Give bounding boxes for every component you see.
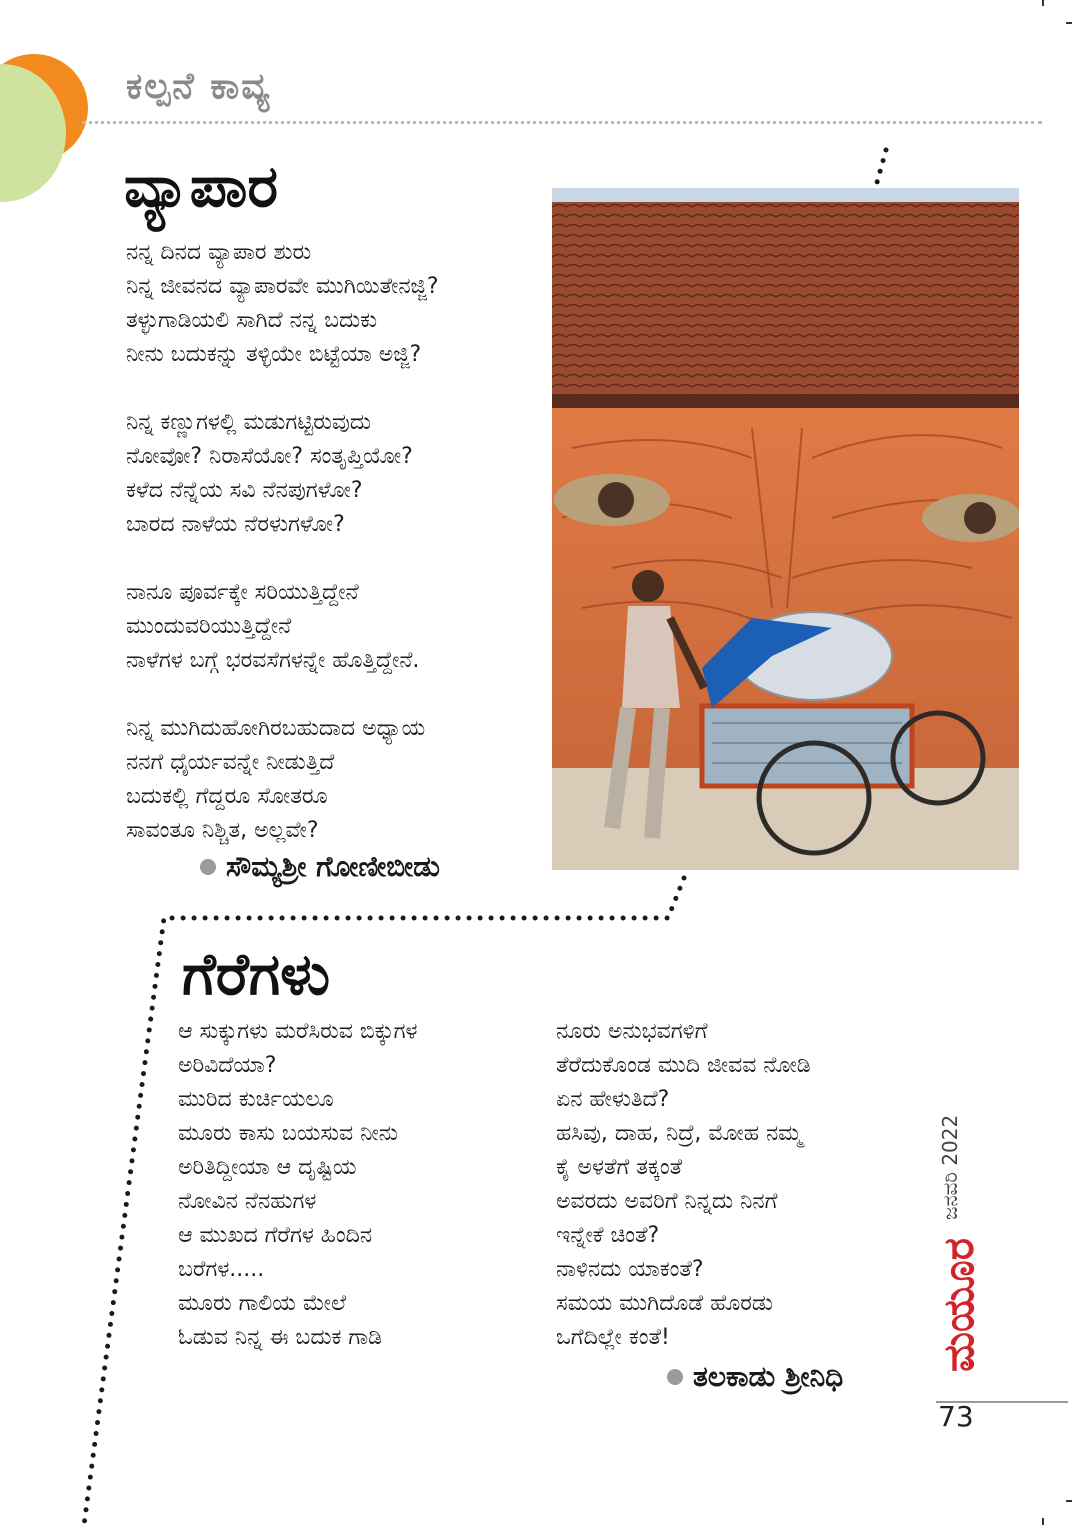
poem1-title: ವ್ಯಾಪಾರ — [124, 152, 279, 220]
poem-line: ಕಳೆದ ನೆನ್ನೆಯ ಸವಿ ನೆನಪುಗಳೋ? — [126, 478, 363, 503]
poem-line: ನನ್ನ ದಿನದ ವ್ಯಾಪಾರ ಶುರು — [126, 240, 312, 265]
poem-line: ಸಾವಂತೂ ನಿಶ್ಚಿತ, ಅಲ್ಲವೇ? — [126, 818, 319, 843]
poem2-title: ಗೆರೆಗಳು — [182, 940, 331, 1008]
poem-line: ಮುಂದುವರಿಯುತ್ತಿದ್ದೇನೆ — [126, 614, 292, 639]
crop-mark — [1066, 1500, 1072, 1502]
poem-line: ನೋವಿನ ನೆನಹುಗಳ — [178, 1189, 317, 1214]
crop-mark — [1066, 22, 1072, 24]
crop-mark — [1042, 0, 1044, 6]
poem-line: ನೋವೋ? ನಿರಾಸೆಯೋ? ಸಂತೃಪ್ತಿಯೋ? — [126, 444, 413, 469]
crop-mark — [1042, 1518, 1044, 1525]
poem-line: ನಾಳಿನದು ಯಾಕಂತೆ? — [556, 1257, 704, 1282]
issue-date: ಜನವರಿ 2022 — [938, 1114, 962, 1220]
poem-line: ಕೈ ಅಳತೆಗೆ ತಕ್ಕಂತೆ — [556, 1155, 683, 1180]
poem-line: ಮೂರು ಕಾಸು ಬಯಸುವ ನೀನು — [178, 1121, 398, 1146]
poem-line: ಓಡುವ ನಿನ್ನ ಈ ಬದುಕ ಗಾಡಿ — [178, 1325, 382, 1350]
poem-line: ಆ ಸುಕ್ಕುಗಳು ಮರೆಸಿರುವ ಬಿಕ್ಕುಗಳ — [178, 1019, 418, 1044]
poem-line: ನಿನ್ನ ಮುಗಿದುಹೋಗಿರಬಹುದಾದ ಅಧ್ಯಾಯ — [126, 716, 426, 741]
poem-line: ನಾನೂ ಪೂರ್ವಕ್ಕೇ ಸರಿಯುತ್ತಿದ್ದೇನೆ — [126, 580, 359, 605]
poem-line: ನನಗೆ ಧೈರ್ಯವನ್ನೇ ನೀಡುತ್ತಿದೆ — [126, 750, 335, 775]
poem2-column-1 — [178, 1015, 418, 1355]
poem-line: ಮುರಿದ ಕುರ್ಚಿಯಲೂ — [178, 1087, 334, 1112]
poem-line: ನೀನು ಬದುಕನ್ನು ತಳ್ಳಿಯೇ ಬಿಟ್ಟೆಯಾ ಅಜ್ಜಿ? — [126, 342, 422, 367]
poem-line: ಅರಿತಿದ್ದೀಯಾ ಆ ದೃಷ್ಟಿಯ — [178, 1155, 357, 1180]
poem2-column-2 — [556, 1015, 811, 1355]
poem-line: ಅರಿವಿದೆಯಾ? — [178, 1053, 277, 1078]
poem-line: ಆ ಮುಖದ ಗೆರೆಗಳ ಹಿಂದಿನ — [178, 1223, 373, 1248]
poem-line: ಒಗೆದಿಲ್ಲೇ ಕಂತೆ! — [556, 1325, 670, 1350]
poem-line: ಬರೆಗಳ..... — [178, 1257, 265, 1282]
poem-line: ಬದುಕಲ್ಲಿ ಗೆದ್ದರೂ ಸೋತರೂ — [126, 784, 328, 809]
poem-line: ಸಮಯ ಮುಗಿದೊಡೆ ಹೊರಡು — [556, 1291, 773, 1316]
poem2-author-name: ತಲಕಾಡು ಶ್ರೀನಿಧಿ — [693, 1360, 844, 1393]
poem1-author-name: ಸೌಮ್ಯಶ್ರೀ ಗೋಣೀಬೀಡು — [226, 850, 440, 883]
poem-line: ನಿನ್ನ ಕಣ್ಣುಗಳಲ್ಲಿ ಮಡುಗಟ್ಟಿರುವುದು — [126, 410, 372, 435]
poem-line: ಬಾರದ ನಾಳೆಯ ನೆರಳುಗಳೋ? — [126, 512, 345, 537]
poem2-author — [667, 1360, 843, 1394]
poem-line: ನಾಳೆಗಳ ಬಗ್ಗೆ ಭರವಸೆಗಳನ್ನೇ ಹೊತ್ತಿದ್ದೇನೆ. — [126, 648, 420, 673]
section-label: ಕಲ್ಪನೆ ಕಾವ್ಯ — [126, 66, 272, 107]
poem-line: ತೆರೆದುಕೊಂಡ ಮುದಿ ಜೀವವ ನೋಡಿ — [556, 1053, 811, 1078]
magazine-name: ಮಯೂರ — [934, 1238, 983, 1372]
poem-line: ಮೂರು ಗಾಲಿಯ ಮೇಲೆ — [178, 1291, 347, 1316]
poem-line: ಏನ ಹೇಳುತಿದೆ? — [556, 1087, 670, 1112]
poem-line: ತಳ್ಳುಗಾಡಿಯಲಿ ಸಾಗಿದೆ ನನ್ನ ಬದುಕು — [126, 308, 378, 333]
poem-line: ನೂರು ಅನುಭವಗಳಿಗೆ — [556, 1019, 708, 1044]
poem-line: ನಿನ್ನ ಜೀವನದ ವ್ಯಾಪಾರವೇ ಮುಗಿಯಿತೇನಜ್ಜಿ? — [126, 274, 439, 299]
poem-line: ಹಸಿವು, ದಾಹ, ನಿದ್ರೆ, ಮೋಹ ನಮ್ಮ — [556, 1121, 803, 1146]
poem-line: ಇನ್ನೇಕೆ ಚಿಂತೆ? — [556, 1223, 660, 1248]
poem-line: ಅವರದು ಅವರಿಗೆ ನಿನ್ನದು ನಿನಗೆ — [556, 1189, 778, 1214]
bullet-icon — [667, 1369, 683, 1385]
page-number: 73 — [938, 1400, 974, 1433]
